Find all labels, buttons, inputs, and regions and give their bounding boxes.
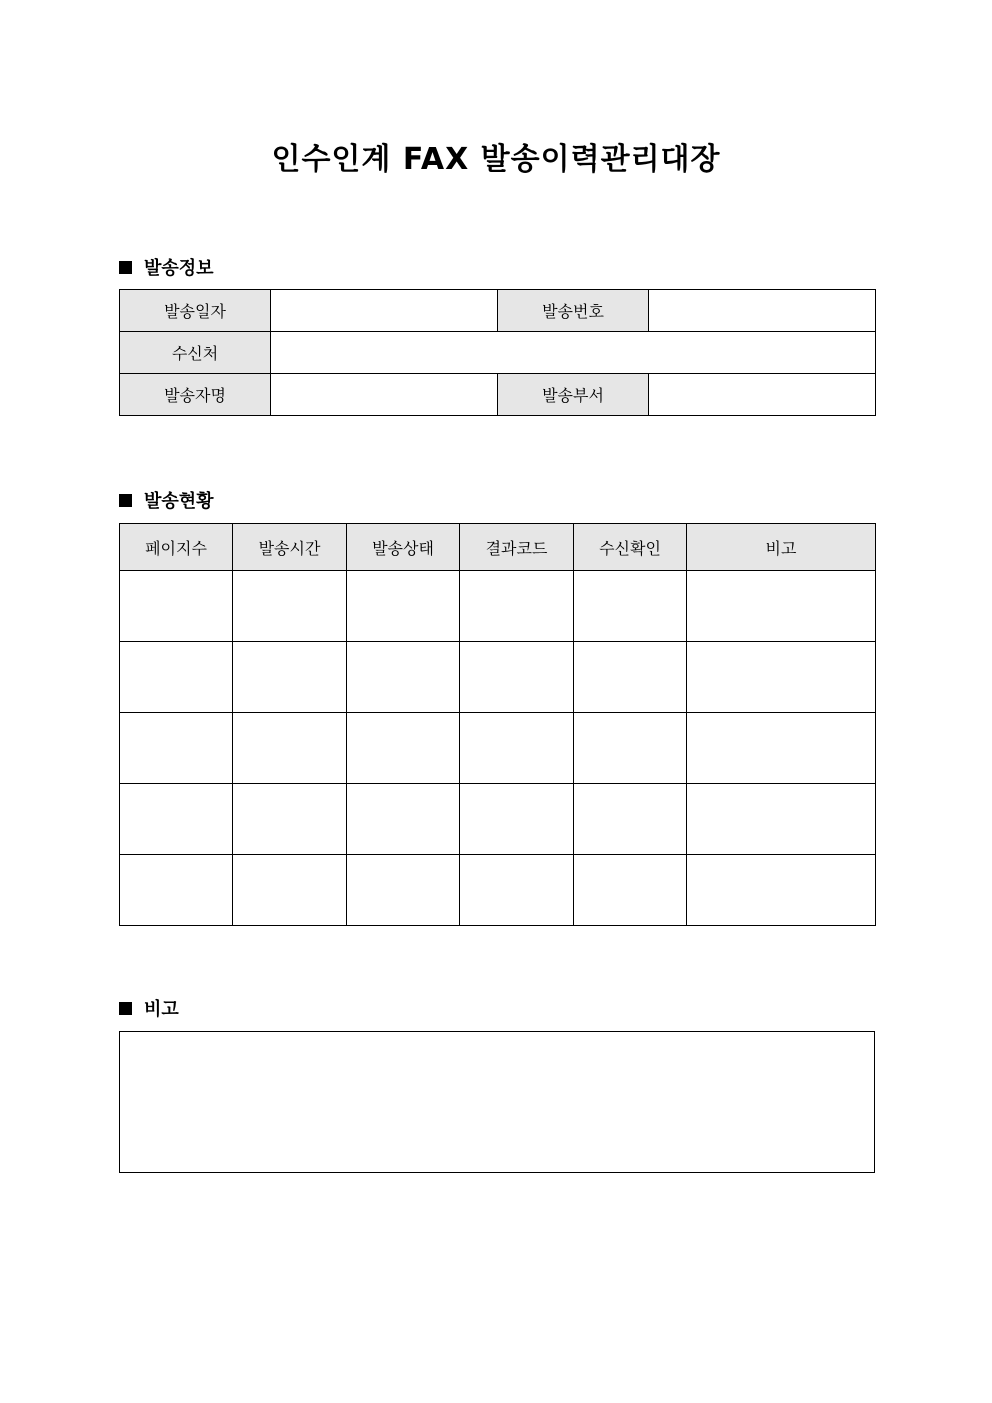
send-info-table bbox=[119, 289, 876, 416]
recipient-label: 수신처 bbox=[120, 332, 271, 374]
send-dept-field[interactable] bbox=[649, 374, 876, 416]
table-row bbox=[120, 571, 876, 642]
table-cell[interactable] bbox=[347, 784, 460, 855]
table-cell[interactable] bbox=[233, 855, 347, 926]
table-cell[interactable] bbox=[460, 642, 574, 713]
table-cell[interactable] bbox=[233, 642, 347, 713]
document-title: 인수인계 FAX 발송이력관리대장 bbox=[271, 142, 721, 177]
table-cell[interactable] bbox=[233, 784, 347, 855]
send-date-label: 발송일자 bbox=[120, 290, 271, 332]
table-cell[interactable] bbox=[233, 571, 347, 642]
table-cell[interactable] bbox=[574, 855, 687, 926]
table-row bbox=[120, 855, 876, 926]
send-number-label: 발송번호 bbox=[498, 290, 649, 332]
section-heading-remark bbox=[119, 995, 179, 1021]
table-cell[interactable] bbox=[233, 713, 347, 784]
column-header-pages: 페이지수 bbox=[120, 524, 233, 571]
table-cell[interactable] bbox=[687, 784, 876, 855]
table-cell[interactable] bbox=[460, 571, 574, 642]
table-cell[interactable] bbox=[574, 713, 687, 784]
table-cell[interactable] bbox=[687, 571, 876, 642]
remark-field[interactable] bbox=[119, 1031, 875, 1173]
send-date-field[interactable] bbox=[271, 290, 498, 332]
table-cell[interactable] bbox=[687, 855, 876, 926]
section-title-info: 발송정보 bbox=[144, 258, 214, 279]
table-cell[interactable] bbox=[120, 855, 233, 926]
table-cell[interactable] bbox=[460, 784, 574, 855]
recipient-field[interactable] bbox=[271, 332, 876, 374]
send-status-table bbox=[119, 523, 876, 926]
sender-name-field[interactable] bbox=[271, 374, 498, 416]
column-header-receipt-check: 수신확인 bbox=[574, 524, 687, 571]
table-row bbox=[120, 784, 876, 855]
square-bullet-icon bbox=[119, 261, 132, 274]
send-dept-label: 발송부서 bbox=[498, 374, 649, 416]
square-bullet-icon bbox=[119, 494, 132, 507]
table-cell[interactable] bbox=[687, 642, 876, 713]
table-cell[interactable] bbox=[120, 642, 233, 713]
table-cell[interactable] bbox=[347, 571, 460, 642]
section-title-remark: 비고 bbox=[144, 999, 179, 1020]
table-row bbox=[120, 713, 876, 784]
column-header-send-time: 발송시간 bbox=[233, 524, 347, 571]
table-cell[interactable] bbox=[347, 642, 460, 713]
section-heading-info bbox=[119, 254, 214, 280]
table-cell[interactable] bbox=[120, 571, 233, 642]
section-heading-status bbox=[119, 487, 214, 513]
sender-name-label: 발송자명 bbox=[120, 374, 271, 416]
table-cell[interactable] bbox=[120, 713, 233, 784]
table-cell[interactable] bbox=[460, 713, 574, 784]
table-cell[interactable] bbox=[347, 713, 460, 784]
square-bullet-icon bbox=[119, 1002, 132, 1015]
table-cell[interactable] bbox=[574, 642, 687, 713]
table-cell[interactable] bbox=[460, 855, 574, 926]
send-number-field[interactable] bbox=[649, 290, 876, 332]
column-header-remarks: 비고 bbox=[687, 524, 876, 571]
section-title-status: 발송현황 bbox=[144, 491, 214, 512]
table-cell[interactable] bbox=[347, 855, 460, 926]
column-header-send-status: 발송상태 bbox=[347, 524, 460, 571]
table-cell[interactable] bbox=[687, 713, 876, 784]
table-cell[interactable] bbox=[574, 571, 687, 642]
table-cell[interactable] bbox=[574, 784, 687, 855]
table-cell[interactable] bbox=[120, 784, 233, 855]
column-header-result-code: 결과코드 bbox=[460, 524, 574, 571]
table-row bbox=[120, 642, 876, 713]
